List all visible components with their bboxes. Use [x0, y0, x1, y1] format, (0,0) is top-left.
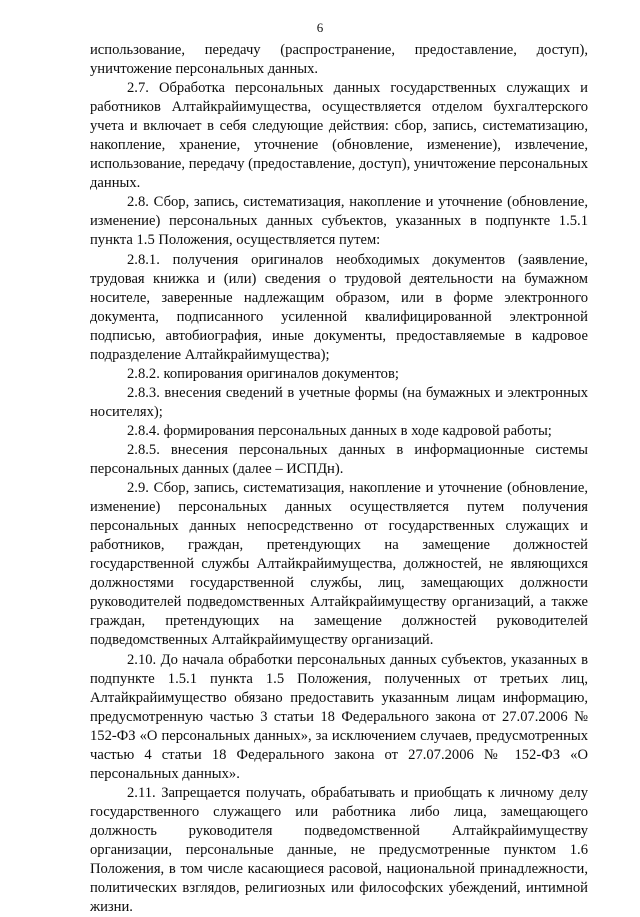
- page-number: 6: [316, 20, 324, 35]
- paragraph-2-8-1: 2.8.1. получения оригиналов необходимых документов (заявление, трудовая книжка и (или) сведения о трудовой деятельности на бумажном носителе, заверенные надлежащим образом, или в форме электронного документа, подписанного усиленной квалифицированной электронной подписью, автобиография, иные документы, предоставляемые в кадровое подразделение Алтайкрайимущества);: [90, 251, 588, 363]
- document-body: [90, 41, 588, 917]
- paragraph-2-8-5: 2.8.5. внесения персональных данных в информационные системы персональных данных (далее – ИСПДн).: [90, 441, 588, 478]
- paragraph-2-11: 2.11. Запрещается получать, обрабатывать и приобщать к личному делу государственного служащего или работника либо лица, замещающего должность руководителя подведомственной Алтайкрайимуществу организации, персональные данные, не предусмотренные пунктом 1.6 Положения, в том числе касающиеся расовой, национальной принадлежности, политических взглядов, религиозных или философских убеждений, интимной жизни.: [90, 784, 588, 916]
- paragraph-2-10: 2.10. До начала обработки персональных данных субъектов, указанных в подпункте 1.5.1 пункта 1.5 Положения, полученных от третьих лиц, Алтайкрайимущество обязано предоставить указанным лицам информацию, предусмотренную частью 3 статьи 18 Федерального закона от 27.07.2006 № 152-ФЗ «О персональных данных», за исключением случаев, предусмотренных частью 4 статьи 18 Федерального закона от 27.07.2006 № 152-ФЗ «О персональных данных».: [90, 651, 588, 782]
- paragraph-2-9: 2.9. Сбор, запись, систематизация, накопление и уточнение (обновление, изменение) персональных данных осуществляется путем получения персональных данных непосредственно от государственных служащих и работников, граждан, претендующих на замещение должностей государственной службы Алтайкрайимущества, должностей, не являющихся должностями государственной службы, лиц, замещающих должности руководителей подведомственных Алтайкрайимуществу организаций, а также граждан, претендующих на замещение должностей руководителей подведомственных Алтайкрайимуществу организаций.: [90, 480, 588, 649]
- paragraph-2-8-2: 2.8.2. копирования оригиналов документов;: [127, 365, 399, 382]
- paragraph-2-8: 2.8. Сбор, запись, систематизация, накопление и уточнение (обновление, изменение) персональных данных субъектов, указанных в подпункте 1.5.1 пункта 1.5 Положения, осуществляется путем:: [90, 194, 588, 249]
- paragraph-2-8-3: 2.8.3. внесения сведений в учетные формы (на бумажных и электронных носителях);: [90, 384, 588, 420]
- paragraph-2-7: 2.7. Обработка персональных данных государственных служащих и работников Алтайкрайимущества, осуществляется отделом бухгалтерского учета и включает в себя следующие действия: сбор, запись, систематизацию, накопление, хранение, уточнение (обновление, изменение), извлечение, использование, передачу (предоставление, доступ), уничтожение персональных данных.: [90, 80, 588, 192]
- paragraph-continuation: использование, передачу (распространение, предоставление, доступ), уничтожение персональных данных.: [90, 42, 588, 78]
- paragraph-2-8-4: 2.8.4. формирования персональных данных в ходе кадровой работы;: [127, 422, 552, 439]
